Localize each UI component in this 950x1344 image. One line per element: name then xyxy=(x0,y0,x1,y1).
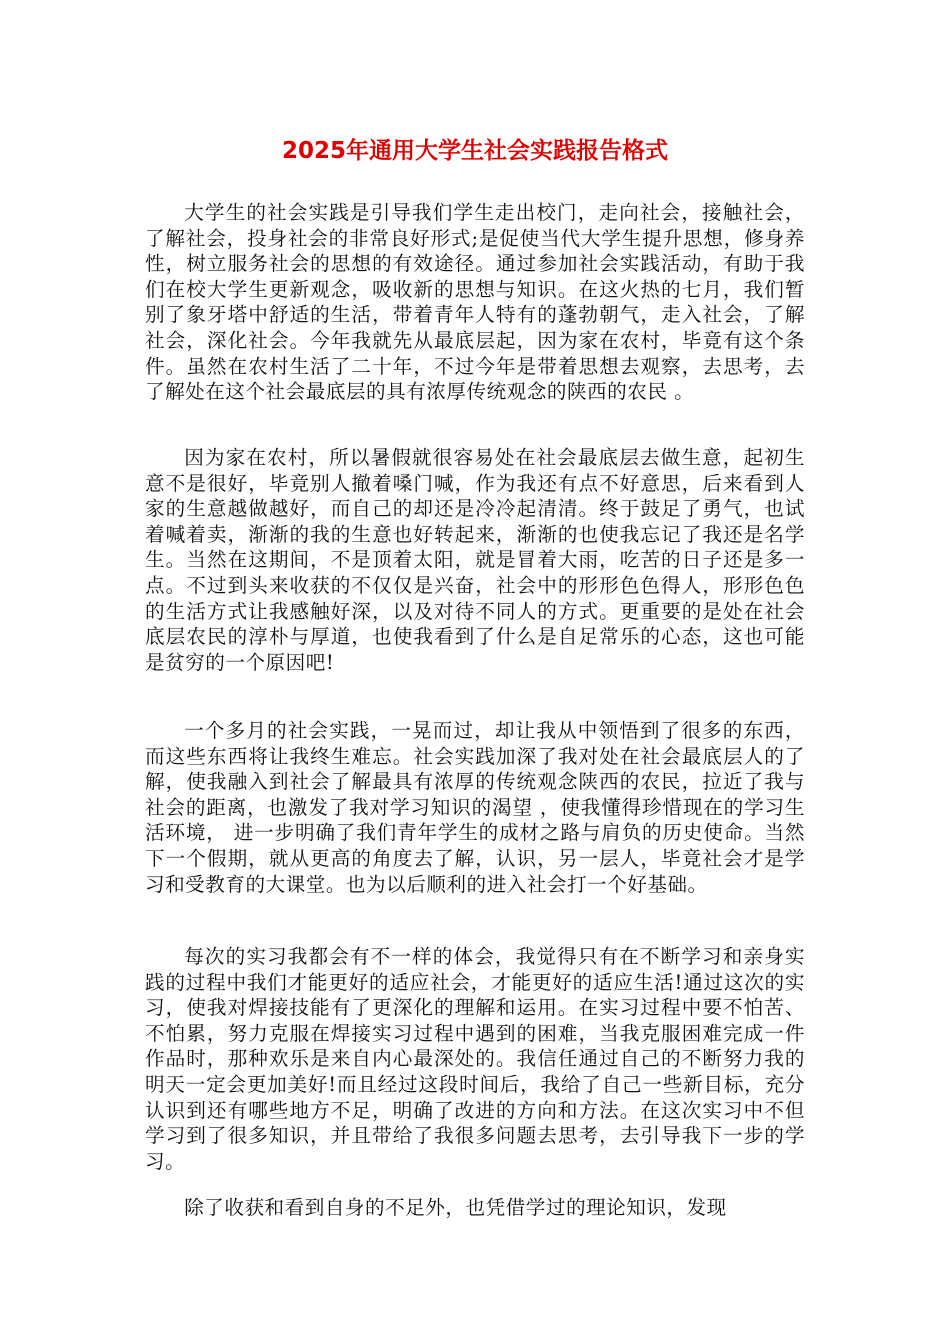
paragraph-5: 除了收获和看到自身的不足外，也凭借学过的理论知识，发现 xyxy=(184,1196,727,1219)
paragraph-3: 一个多月的社会实践，一晃而过，却让我从中领悟到了很多的东西，而这些东西将让我终生难忘。社会实践加深了我对处在社会最底层人的了解，使我融入到社会了解最具有浓厚的传统观念陕西的农民，拉近了我与社会的距离，也激发了我对学习知识的渴望 ，使我懂得珍惜现在的学习生活环境， 进一步明确了我们青年学生的成材之路与肩负的历史使命。当然下一个假期，就从更高的角度去了解，认识，另一层人，毕竟社会才是学习和受教育的大课堂。也为以后顺利的进入社会打一个好基础。 xyxy=(145,719,805,896)
document-title: 2025年通用大学生社会实践报告格式 xyxy=(281,138,668,164)
paragraph-2: 因为家在农村，所以暑假就很容易处在社会最底层去做生意，起初生意不是很好，毕竟别人撤着嗓门喊，作为我还有点不好意思，后来看到人家的生意越做越好，而自己的却还是冷冷起清清。终于鼓足了勇气，也试着喊着卖，渐渐的我的生意也好转起来，渐渐的也使我忘记了我还是名学生。当然在这期间，不是顶着太阳，就是冒着大雨，吃苦的日子还是多一点。不过到头来收获的不仅仅是兴奋，社会中的形形色色得人，形形色色的生活方式让我感触好深，以及对待不同人的方式。更重要的是处在社会底层农民的淳朴与厚道，也使我看到了什么是自足常乐的心态，这也可能是贫穷的一个原因吧! xyxy=(145,446,805,674)
paragraph-1: 大学生的社会实践是引导我们学生走出校门，走向社会，接触社会，了解社会，投身社会的非常良好形式;是促使当代大学生提升思想，修身养性，树立服务社会的思想的有效途径。通过参加社会实践活动，有助于我们在校大学生更新观念，吸收新的思想与知识。在这火热的七月，我们暂别了象牙塔中舒适的生活，带着青年人特有的蓬勃朝气，走入社会，了解社会，深化社会。今年我就先从最底层起，因为家在农村，毕竟有这个条件。虽然在农村生活了二十年，不过今年是带着思想去观察，去思考，去了解处在这个社会最底层的具有浓厚传统观念的陕西的农民 。 xyxy=(145,201,805,404)
paragraph-4: 每次的实习我都会有不一样的体会，我觉得只有在不断学习和亲身实践的过程中我们才能更好的适应社会，才能更好的适应生活!通过这次的实习，使我对焊接技能有了更深化的理解和运用。在实习过程中要不怕苦、不怕累，努力克服在焊接实习过程中遇到的困难，当我克服困难完成一件作品时，那种欢乐是来自内心最深处的。我信任通过自己的不断努力我的明天一定会更加美好!而且经过这段时间后，我给了自己一些新目标，充分认识到还有哪些地方不足，明确了改进的方向和方法。在这次实习中不但学习到了很多知识，并且带给了我很多问题去思考，去引导我下一步的学习。 xyxy=(145,945,805,1173)
